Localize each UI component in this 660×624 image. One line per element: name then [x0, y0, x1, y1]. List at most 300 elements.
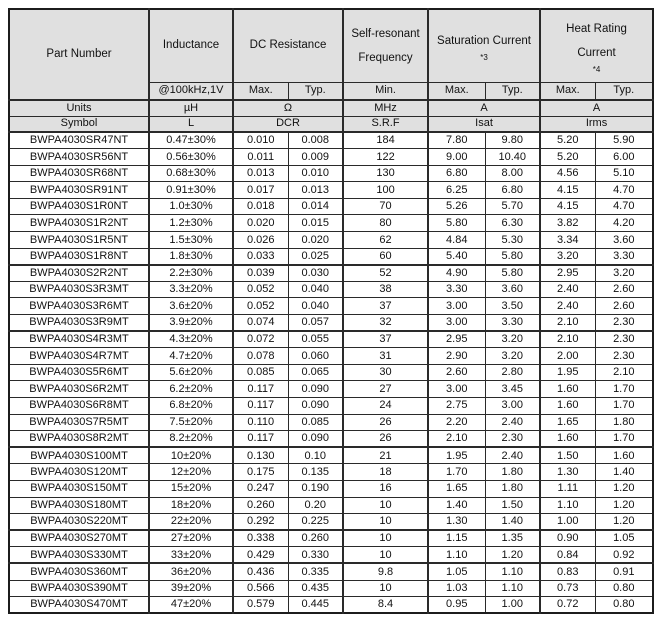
units-label: Units	[9, 100, 149, 116]
cell-l: 12±20%	[149, 464, 233, 481]
cell-dcr_max: 0.078	[233, 348, 288, 365]
subheader-inductance-condition: @100kHz,1V	[149, 82, 233, 100]
cell-irms_max: 3.20	[540, 248, 595, 265]
cell-pn: BWPA4030S390MT	[9, 580, 149, 597]
symbol-irms: Irms	[540, 116, 653, 132]
cell-l: 22±20%	[149, 514, 233, 531]
table-row	[9, 132, 653, 149]
cell-srf: 18	[343, 464, 428, 481]
cell-isat_max: 2.60	[428, 364, 485, 381]
cell-isat_typ: 1.40	[485, 514, 540, 531]
cell-irms_typ: 1.20	[595, 514, 653, 531]
cell-pn: BWPA4030S3R6MT	[9, 298, 149, 315]
cell-isat_max: 9.00	[428, 149, 485, 166]
saturation-footnote-ref: *3	[480, 53, 488, 63]
table-row	[9, 215, 653, 232]
cell-pn: BWPA4030S1R0NT	[9, 198, 149, 215]
cell-srf: 10	[343, 580, 428, 597]
cell-irms_typ: 0.92	[595, 547, 653, 564]
cell-dcr_max: 0.085	[233, 364, 288, 381]
table-row	[9, 381, 653, 398]
units-row	[9, 100, 653, 116]
cell-irms_typ: 4.20	[595, 215, 653, 232]
cell-isat_max: 5.40	[428, 248, 485, 265]
spec-table	[8, 8, 654, 614]
cell-isat_max: 3.00	[428, 315, 485, 332]
cell-pn: BWPA4030S6R2MT	[9, 381, 149, 398]
cell-dcr_typ: 0.055	[288, 331, 343, 348]
cell-pn: BWPA4030SR56NT	[9, 149, 149, 166]
cell-irms_typ: 0.80	[595, 597, 653, 614]
cell-dcr_max: 0.130	[233, 447, 288, 464]
cell-dcr_max: 0.074	[233, 315, 288, 332]
subheader-irms-max: Max.	[540, 82, 595, 100]
cell-irms_max: 2.95	[540, 265, 595, 282]
cell-irms_max: 2.40	[540, 298, 595, 315]
cell-pn: BWPA4030S150MT	[9, 480, 149, 497]
cell-irms_typ: 2.10	[595, 364, 653, 381]
cell-isat_typ: 9.80	[485, 132, 540, 149]
cell-dcr_max: 0.117	[233, 398, 288, 415]
cell-pn: BWPA4030S8R2MT	[9, 431, 149, 448]
cell-isat_typ: 3.60	[485, 281, 540, 298]
cell-pn: BWPA4030S120MT	[9, 464, 149, 481]
cell-srf: 26	[343, 431, 428, 448]
symbol-isat: Isat	[428, 116, 540, 132]
cell-irms_typ: 4.70	[595, 182, 653, 199]
cell-isat_typ: 5.80	[485, 248, 540, 265]
cell-isat_typ: 8.00	[485, 165, 540, 182]
cell-pn: BWPA4030SR91NT	[9, 182, 149, 199]
cell-dcr_typ: 0.225	[288, 514, 343, 531]
table-row	[9, 165, 653, 182]
cell-irms_max: 3.82	[540, 215, 595, 232]
cell-dcr_max: 0.018	[233, 198, 288, 215]
cell-irms_max: 1.50	[540, 447, 595, 464]
cell-pn: BWPA4030S1R8NT	[9, 248, 149, 265]
cell-l: 1.5±30%	[149, 232, 233, 249]
cell-l: 33±20%	[149, 547, 233, 564]
units-isat: A	[428, 100, 540, 116]
cell-isat_typ: 1.80	[485, 464, 540, 481]
table-row	[9, 480, 653, 497]
table-row	[9, 281, 653, 298]
cell-srf: 62	[343, 232, 428, 249]
cell-dcr_max: 0.039	[233, 265, 288, 282]
cell-srf: 184	[343, 132, 428, 149]
cell-irms_max: 3.34	[540, 232, 595, 249]
cell-srf: 31	[343, 348, 428, 365]
cell-pn: BWPA4030S180MT	[9, 497, 149, 514]
cell-srf: 37	[343, 331, 428, 348]
cell-dcr_max: 0.072	[233, 331, 288, 348]
cell-srf: 10	[343, 497, 428, 514]
cell-pn: BWPA4030S1R2NT	[9, 215, 149, 232]
cell-srf: 80	[343, 215, 428, 232]
table-row	[9, 414, 653, 431]
cell-irms_max: 1.10	[540, 497, 595, 514]
units-dcr: Ω	[233, 100, 343, 116]
cell-isat_typ: 2.40	[485, 414, 540, 431]
cell-dcr_typ: 0.085	[288, 414, 343, 431]
units-irms: A	[540, 100, 653, 116]
cell-isat_max: 1.10	[428, 547, 485, 564]
table-row	[9, 530, 653, 547]
subheader-dcr-max: Max.	[233, 82, 288, 100]
subheader-isat-typ: Typ.	[485, 82, 540, 100]
cell-isat_max: 4.84	[428, 232, 485, 249]
cell-dcr_typ: 0.330	[288, 547, 343, 564]
cell-isat_max: 4.90	[428, 265, 485, 282]
cell-dcr_typ: 0.090	[288, 431, 343, 448]
cell-srf: 16	[343, 480, 428, 497]
cell-irms_typ: 1.20	[595, 480, 653, 497]
cell-isat_typ: 2.40	[485, 447, 540, 464]
cell-l: 0.68±30%	[149, 165, 233, 182]
cell-l: 47±20%	[149, 597, 233, 614]
cell-dcr_max: 0.020	[233, 215, 288, 232]
cell-srf: 70	[343, 198, 428, 215]
cell-irms_max: 1.95	[540, 364, 595, 381]
cell-l: 27±20%	[149, 530, 233, 547]
table-row	[9, 580, 653, 597]
cell-irms_max: 1.65	[540, 414, 595, 431]
srf-label-line1: Self-resonant	[351, 27, 420, 40]
cell-isat_typ: 3.50	[485, 298, 540, 315]
table-row	[9, 198, 653, 215]
srf-label-line2: Frequency	[358, 51, 413, 64]
cell-pn: BWPA4030S360MT	[9, 563, 149, 580]
cell-dcr_max: 0.579	[233, 597, 288, 614]
cell-isat_max: 1.05	[428, 563, 485, 580]
cell-dcr_max: 0.117	[233, 381, 288, 398]
cell-irms_typ: 3.20	[595, 265, 653, 282]
cell-srf: 26	[343, 414, 428, 431]
cell-dcr_max: 0.013	[233, 165, 288, 182]
cell-isat_typ: 1.35	[485, 530, 540, 547]
cell-isat_typ: 6.30	[485, 215, 540, 232]
cell-irms_max: 4.15	[540, 182, 595, 199]
cell-l: 1.2±30%	[149, 215, 233, 232]
cell-l: 5.6±20%	[149, 364, 233, 381]
cell-dcr_max: 0.010	[233, 132, 288, 149]
cell-irms_max: 2.40	[540, 281, 595, 298]
cell-irms_typ: 0.91	[595, 563, 653, 580]
cell-pn: BWPA4030S470MT	[9, 597, 149, 614]
cell-dcr_typ: 0.057	[288, 315, 343, 332]
cell-isat_max: 7.80	[428, 132, 485, 149]
cell-dcr_max: 0.566	[233, 580, 288, 597]
cell-isat_max: 3.30	[428, 281, 485, 298]
cell-srf: 37	[343, 298, 428, 315]
cell-dcr_typ: 0.10	[288, 447, 343, 464]
cell-irms_max: 4.56	[540, 165, 595, 182]
saturation-label: Saturation Current	[437, 35, 531, 48]
cell-irms_typ: 1.20	[595, 497, 653, 514]
cell-l: 4.3±20%	[149, 331, 233, 348]
cell-dcr_typ: 0.014	[288, 198, 343, 215]
cell-irms_max: 5.20	[540, 132, 595, 149]
cell-srf: 38	[343, 281, 428, 298]
cell-srf: 24	[343, 398, 428, 415]
cell-dcr_typ: 0.065	[288, 364, 343, 381]
cell-irms_typ: 3.60	[595, 232, 653, 249]
cell-dcr_typ: 0.060	[288, 348, 343, 365]
cell-irms_typ: 2.60	[595, 298, 653, 315]
cell-dcr_max: 0.117	[233, 431, 288, 448]
cell-srf: 10	[343, 514, 428, 531]
cell-pn: BWPA4030S330MT	[9, 547, 149, 564]
cell-irms_max: 2.10	[540, 331, 595, 348]
cell-isat_max: 1.95	[428, 447, 485, 464]
table-row	[9, 298, 653, 315]
cell-dcr_max: 0.247	[233, 480, 288, 497]
col-header-saturation-current	[428, 9, 540, 82]
cell-dcr_typ: 0.435	[288, 580, 343, 597]
cell-dcr_typ: 0.260	[288, 530, 343, 547]
data-rows	[9, 132, 653, 613]
cell-irms_typ: 2.60	[595, 281, 653, 298]
cell-irms_typ: 0.80	[595, 580, 653, 597]
cell-l: 10±20%	[149, 447, 233, 464]
cell-pn: BWPA4030S4R7MT	[9, 348, 149, 365]
cell-isat_typ: 3.30	[485, 315, 540, 332]
cell-isat_max: 5.80	[428, 215, 485, 232]
cell-dcr_typ: 0.190	[288, 480, 343, 497]
cell-srf: 122	[343, 149, 428, 166]
cell-irms_max: 2.00	[540, 348, 595, 365]
cell-l: 0.91±30%	[149, 182, 233, 199]
cell-irms_typ: 1.70	[595, 398, 653, 415]
cell-dcr_max: 0.052	[233, 281, 288, 298]
table-row	[9, 464, 653, 481]
cell-srf: 100	[343, 182, 428, 199]
cell-pn: BWPA4030S1R5NT	[9, 232, 149, 249]
table-row	[9, 315, 653, 332]
cell-dcr_typ: 0.445	[288, 597, 343, 614]
cell-irms_max: 2.10	[540, 315, 595, 332]
cell-l: 15±20%	[149, 480, 233, 497]
table-row	[9, 364, 653, 381]
cell-isat_max: 3.00	[428, 381, 485, 398]
cell-pn: BWPA4030S3R3MT	[9, 281, 149, 298]
cell-srf: 9.8	[343, 563, 428, 580]
cell-irms_max: 0.72	[540, 597, 595, 614]
cell-dcr_typ: 0.015	[288, 215, 343, 232]
cell-isat_max: 1.15	[428, 530, 485, 547]
cell-srf: 32	[343, 315, 428, 332]
cell-irms_typ: 1.70	[595, 431, 653, 448]
cell-l: 8.2±20%	[149, 431, 233, 448]
cell-dcr_typ: 0.013	[288, 182, 343, 199]
table-row	[9, 563, 653, 580]
subheader-dcr-typ: Typ.	[288, 82, 343, 100]
cell-isat_typ: 3.00	[485, 398, 540, 415]
cell-irms_typ: 5.90	[595, 132, 653, 149]
cell-irms_typ: 2.30	[595, 348, 653, 365]
cell-dcr_typ: 0.040	[288, 298, 343, 315]
cell-dcr_max: 0.436	[233, 563, 288, 580]
header-row-main	[9, 9, 653, 82]
cell-isat_typ: 3.20	[485, 348, 540, 365]
symbol-dcr: DCR	[233, 116, 343, 132]
cell-isat_max: 1.30	[428, 514, 485, 531]
cell-irms_typ: 1.60	[595, 447, 653, 464]
cell-l: 0.47±30%	[149, 132, 233, 149]
cell-irms_max: 1.60	[540, 381, 595, 398]
cell-isat_typ: 3.20	[485, 331, 540, 348]
cell-irms_max: 0.90	[540, 530, 595, 547]
cell-l: 1.8±30%	[149, 248, 233, 265]
cell-pn: BWPA4030S3R9MT	[9, 315, 149, 332]
cell-l: 1.0±30%	[149, 198, 233, 215]
cell-isat_max: 1.70	[428, 464, 485, 481]
cell-pn: BWPA4030S6R8MT	[9, 398, 149, 415]
cell-irms_typ: 2.30	[595, 315, 653, 332]
cell-irms_max: 5.20	[540, 149, 595, 166]
cell-irms_typ: 6.00	[595, 149, 653, 166]
cell-l: 39±20%	[149, 580, 233, 597]
cell-srf: 21	[343, 447, 428, 464]
cell-irms_typ: 2.30	[595, 331, 653, 348]
cell-dcr_typ: 0.090	[288, 381, 343, 398]
cell-dcr_typ: 0.135	[288, 464, 343, 481]
cell-isat_max: 0.95	[428, 597, 485, 614]
cell-dcr_typ: 0.030	[288, 265, 343, 282]
cell-pn: BWPA4030SR68NT	[9, 165, 149, 182]
cell-irms_typ: 1.80	[595, 414, 653, 431]
cell-dcr_typ: 0.040	[288, 281, 343, 298]
cell-dcr_max: 0.429	[233, 547, 288, 564]
cell-dcr_max: 0.033	[233, 248, 288, 265]
cell-irms_max: 0.73	[540, 580, 595, 597]
cell-pn: BWPA4030S7R5MT	[9, 414, 149, 431]
cell-irms_max: 1.30	[540, 464, 595, 481]
cell-isat_typ: 10.40	[485, 149, 540, 166]
cell-irms_typ: 3.30	[595, 248, 653, 265]
subheader-isat-max: Max.	[428, 82, 485, 100]
cell-dcr_max: 0.026	[233, 232, 288, 249]
table-row	[9, 431, 653, 448]
table-row	[9, 398, 653, 415]
cell-isat_max: 6.25	[428, 182, 485, 199]
cell-irms_typ: 1.05	[595, 530, 653, 547]
cell-l: 3.9±20%	[149, 315, 233, 332]
cell-l: 4.7±20%	[149, 348, 233, 365]
cell-dcr_typ: 0.020	[288, 232, 343, 249]
cell-pn: BWPA4030S270MT	[9, 530, 149, 547]
cell-isat_max: 2.75	[428, 398, 485, 415]
cell-irms_max: 1.11	[540, 480, 595, 497]
heat-label-line2: Current	[577, 47, 616, 60]
cell-isat_max: 6.80	[428, 165, 485, 182]
cell-isat_typ: 2.80	[485, 364, 540, 381]
cell-l: 3.6±20%	[149, 298, 233, 315]
cell-irms_max: 4.15	[540, 198, 595, 215]
cell-isat_typ: 1.10	[485, 580, 540, 597]
cell-srf: 60	[343, 248, 428, 265]
cell-dcr_typ: 0.009	[288, 149, 343, 166]
cell-dcr_typ: 0.20	[288, 497, 343, 514]
cell-irms_max: 0.83	[540, 563, 595, 580]
cell-pn: BWPA4030S4R3MT	[9, 331, 149, 348]
cell-srf: 52	[343, 265, 428, 282]
table-row	[9, 514, 653, 531]
cell-srf: 27	[343, 381, 428, 398]
cell-l: 6.8±20%	[149, 398, 233, 415]
cell-isat_typ: 5.80	[485, 265, 540, 282]
cell-dcr_typ: 0.025	[288, 248, 343, 265]
cell-irms_max: 1.00	[540, 514, 595, 531]
cell-irms_typ: 1.40	[595, 464, 653, 481]
cell-isat_max: 3.00	[428, 298, 485, 315]
cell-srf: 130	[343, 165, 428, 182]
cell-isat_typ: 1.80	[485, 480, 540, 497]
cell-irms_max: 1.60	[540, 398, 595, 415]
cell-srf: 10	[343, 530, 428, 547]
cell-isat_typ: 1.00	[485, 597, 540, 614]
units-srf: MHz	[343, 100, 428, 116]
table-row	[9, 447, 653, 464]
cell-l: 6.2±20%	[149, 381, 233, 398]
symbol-srf: S.R.F	[343, 116, 428, 132]
cell-isat_max: 2.20	[428, 414, 485, 431]
symbol-inductance: L	[149, 116, 233, 132]
cell-l: 36±20%	[149, 563, 233, 580]
table-row	[9, 597, 653, 614]
table-row	[9, 182, 653, 199]
cell-srf: 30	[343, 364, 428, 381]
cell-isat_max: 2.10	[428, 431, 485, 448]
col-header-inductance: Inductance	[149, 9, 233, 82]
cell-l: 2.2±30%	[149, 265, 233, 282]
cell-isat_max: 1.65	[428, 480, 485, 497]
cell-isat_typ: 5.70	[485, 198, 540, 215]
cell-dcr_max: 0.017	[233, 182, 288, 199]
cell-dcr_max: 0.011	[233, 149, 288, 166]
cell-pn: BWPA4030S5R6MT	[9, 364, 149, 381]
units-inductance: µH	[149, 100, 233, 116]
cell-dcr_max: 0.260	[233, 497, 288, 514]
subheader-irms-typ: Typ.	[595, 82, 653, 100]
cell-isat_max: 2.95	[428, 331, 485, 348]
cell-srf: 10	[343, 547, 428, 564]
cell-isat_typ: 2.30	[485, 431, 540, 448]
cell-srf: 8.4	[343, 597, 428, 614]
col-header-srf	[343, 9, 428, 82]
cell-l: 18±20%	[149, 497, 233, 514]
cell-pn: BWPA4030S220MT	[9, 514, 149, 531]
cell-isat_max: 1.40	[428, 497, 485, 514]
symbol-row	[9, 116, 653, 132]
cell-dcr_max: 0.110	[233, 414, 288, 431]
heat-label-line1: Heat Rating	[566, 23, 627, 36]
cell-irms_max: 1.60	[540, 431, 595, 448]
cell-isat_typ: 1.50	[485, 497, 540, 514]
subheader-srf-min: Min.	[343, 82, 428, 100]
table-row	[9, 547, 653, 564]
table-row	[9, 232, 653, 249]
cell-isat_typ: 3.45	[485, 381, 540, 398]
cell-dcr_typ: 0.008	[288, 132, 343, 149]
symbol-label: Symbol	[9, 116, 149, 132]
cell-pn: BWPA4030S100MT	[9, 447, 149, 464]
cell-isat_max: 2.90	[428, 348, 485, 365]
cell-l: 3.3±20%	[149, 281, 233, 298]
cell-dcr_max: 0.175	[233, 464, 288, 481]
cell-isat_max: 1.03	[428, 580, 485, 597]
cell-irms_typ: 1.70	[595, 381, 653, 398]
